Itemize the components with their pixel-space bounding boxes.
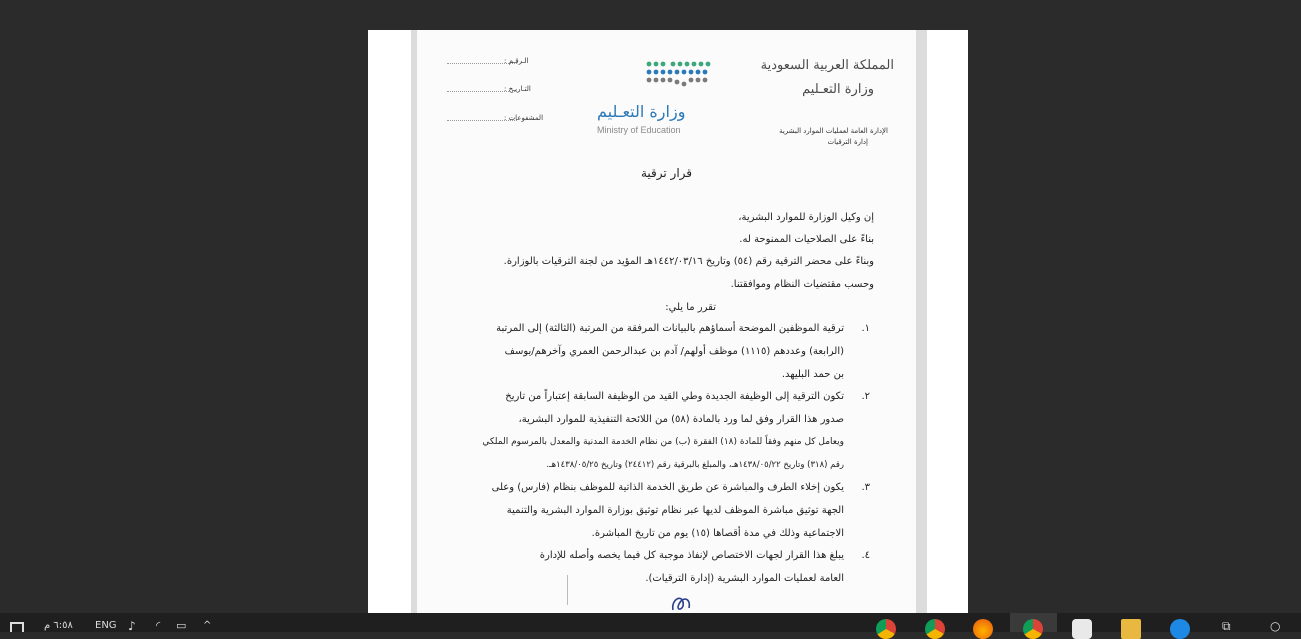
field-attachments-label: المشفوعات : [504,114,544,122]
logo-text-ar: وزارة التعـليم [597,102,686,121]
task-view-icon[interactable]: ⧉ [1222,619,1231,632]
tray-chevron-up-icon[interactable]: ^ [203,620,212,631]
item-number: ٤. [861,550,870,561]
field-number-line [447,63,517,64]
field-attachments-line [447,120,517,121]
item-line: رقم (٣١٨) وتاريخ ١٤٣٨/٠٥/٢٢هـ، والمبلغ بالبرقية رقم (٢٤٤١٢) وتاريخ ١٤٣٨/٠٥/٢٥هـ. [546,460,844,470]
kingdom-name: المملكة العربية السعودية [760,58,894,73]
item-number: ١. [861,323,870,334]
intro-line: وبناءً على محضر الترقية رقم (٥٤) وتاريخ ١٤٤٢/٠٣/١٦هـ المؤيد من لجنة الترقيات بالوزارة. [503,256,874,267]
firefox-icon[interactable] [973,619,993,639]
item-line: (الرابعة) وعددهم (١١١٥) موظف أولهم/ آدم بن عبدالرحمن العمري وآخرهم/يوسف [504,346,844,357]
item-line: تكون الترقية إلى الوظيفة الجديدة وطي القيد من الوظيفة السابقة إعتباراً من تاريخ [505,391,844,402]
item-line: ترقية الموظفين الموضحة أسماؤهم بالبيانات المرفقة من المرتبة (الثالثة) إلى المرتبة [496,323,844,334]
file-explorer-icon[interactable] [1121,619,1141,639]
item-line: ويعامل كل منهم وفقاً للمادة (١٨) الفقرة (ب) من نظام الخدمة المدنية والمعدل بالمرسوم الملكي [482,437,844,447]
edge-icon[interactable] [1170,619,1190,639]
item-line: يكون إخلاء الطرف والمباشرة عن طريق الخدمة الذاتية للموظف بنظام (فارس) وعلى [491,482,844,493]
clock[interactable]: ٦:٥٨ م [44,620,73,631]
document-title: قرار ترقية [640,166,693,180]
chrome-icon[interactable] [925,619,945,639]
department-line-2: إدارة الترقيات [827,138,868,146]
field-number-label: الـرقـم : [504,57,529,65]
paint-icon[interactable] [1072,619,1092,639]
item-line: صدور هذا القرار وفق لما ورد بالمادة (٥٨) من اللائحة التنفيذية للموارد البشرية، [518,414,844,425]
item-line: الاجتماعية وذلك في مدة أقصاها (١٥) يوم من تاريخ المباشرة. [591,528,844,539]
chrome-icon[interactable] [876,619,896,639]
taskbar [0,613,1301,632]
network-icon[interactable]: ◜ [156,619,161,632]
battery-icon[interactable]: ▭ [176,619,187,632]
intro-line: بناءً على الصلاحيات الممنوحة له. [739,234,874,245]
department-line-1: الإدارة العامة لعمليات الموارد البشرية [779,127,888,135]
item-line: العامة لعمليات الموارد البشرية (إدارة الترقيات). [645,573,844,584]
signature-icon [667,590,697,615]
decision-heading: تقرر ما يلي: [665,302,716,313]
field-date-label: التـاريـخ : [504,85,531,93]
ministry-name: وزارة التعـليم [802,82,874,97]
document-page [417,30,916,613]
item-number: ٢. [861,391,870,402]
item-number: ٣. [861,482,870,493]
item-line: الجهة توثيق مباشرة الموظف لديها عبر نظام توثيق بوزارة الموارد البشرية والتنمية [506,505,844,516]
item-line: بن حمد البليهد. [781,369,844,380]
item-line: يبلغ هذا القرار لجهات الاختصاص لإنفاذ موجبة كل فيما يخصه وأصله للإدارة [539,550,844,561]
chrome-icon[interactable] [1023,619,1043,639]
language-indicator[interactable]: ENG [95,620,117,631]
notification-icon[interactable] [10,613,26,632]
volume-icon[interactable]: ♪ [128,619,136,632]
divider [567,575,568,605]
intro-line: وحسب مقتضيات النظام وموافقتنا. [730,279,874,290]
logo-text-en: Ministry of Education [597,125,681,135]
field-date-line [447,91,517,92]
intro-line: إن وكيل الوزارة للموارد البشرية، [738,212,874,223]
search-icon[interactable]: ○ [1270,619,1281,632]
